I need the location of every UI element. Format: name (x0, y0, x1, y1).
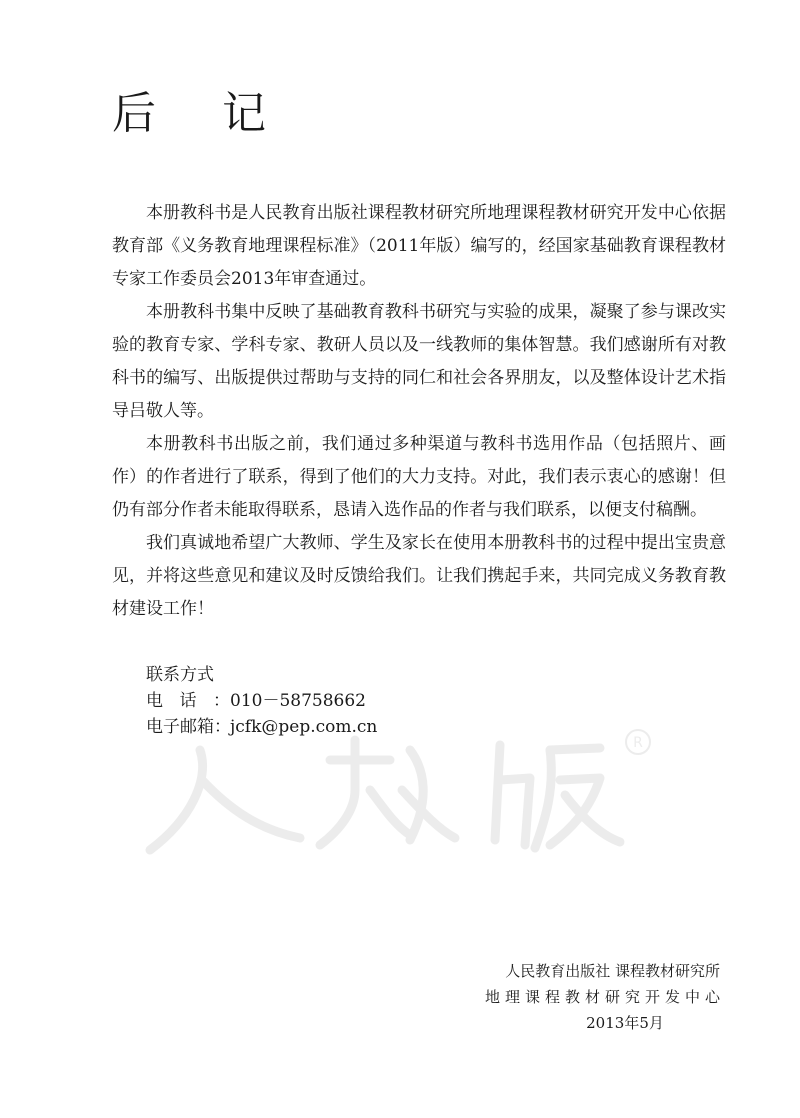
watermark-stroke (202, 780, 300, 838)
paragraph-1: 本册教科书是人民教育出版社课程教材研究所地理课程教材研究开发中心依据教育部《义务教育地理课程标准》（2011年版）编写的，经国家基础教育课程教材专家工作委员会2013年审查通过。 (112, 203, 726, 289)
watermark-stroke (495, 745, 500, 840)
paragraph-2: 本册教科书集中反映了基础教育教科书研究与实验的成果，凝聚了参与课改实验的教育专家、学科专家、教研人员以及一线教师的集体智慧。我们感谢所有对教科书的编写、出版提供过帮助与支持的同仁和社会各界朋友，以及整体设计艺术指导吕敬人等。 (112, 302, 726, 421)
signature-line-2: 地理课程教材研究开发中心 (484, 988, 725, 1006)
watermark-stroke (535, 750, 551, 848)
watermark-stroke (150, 750, 203, 850)
contact-heading-row (146, 662, 377, 688)
paragraph-4: 我们真诚地希望广大教师、学生及家长在使用本册教科书的过程中提出宝贵意见，并将这些意见和建议及时反馈给我们。让我们携起手来，共同完成义务教育教材建设工作！ (112, 533, 726, 619)
phone-number: 010－58758662 (230, 691, 366, 711)
signature-block (480, 958, 725, 1036)
signature-date: 2013年5月 (586, 1014, 664, 1032)
watermark-stroke (550, 748, 600, 750)
email-address: jcfk@pep.com.cn (230, 717, 378, 737)
page-title: 后 记 (112, 88, 292, 139)
phone-row (146, 688, 377, 714)
afterword-body (112, 197, 726, 626)
signature-line-1: 人民教育出版社 课程教材研究所 (505, 962, 720, 980)
registered-mark-letter: R (633, 735, 643, 751)
contact-heading: 联系方式 (146, 665, 214, 685)
phone-label: 电话： (146, 691, 230, 711)
email-label: 电子邮箱： (146, 717, 231, 737)
publisher-watermark-logo (140, 720, 660, 860)
watermark-stroke (500, 778, 530, 845)
paragraph-3: 本册教科书出版之前，我们通过多种渠道与教科书选用作品（包括照片、画作）的作者进行了联系，得到了他们的大力支持。对此，我们表示衷心的感谢！但仍有部分作者未能取得联系，恳请入选作品的作者与我们联系，以便支付稿酬。 (112, 434, 726, 520)
